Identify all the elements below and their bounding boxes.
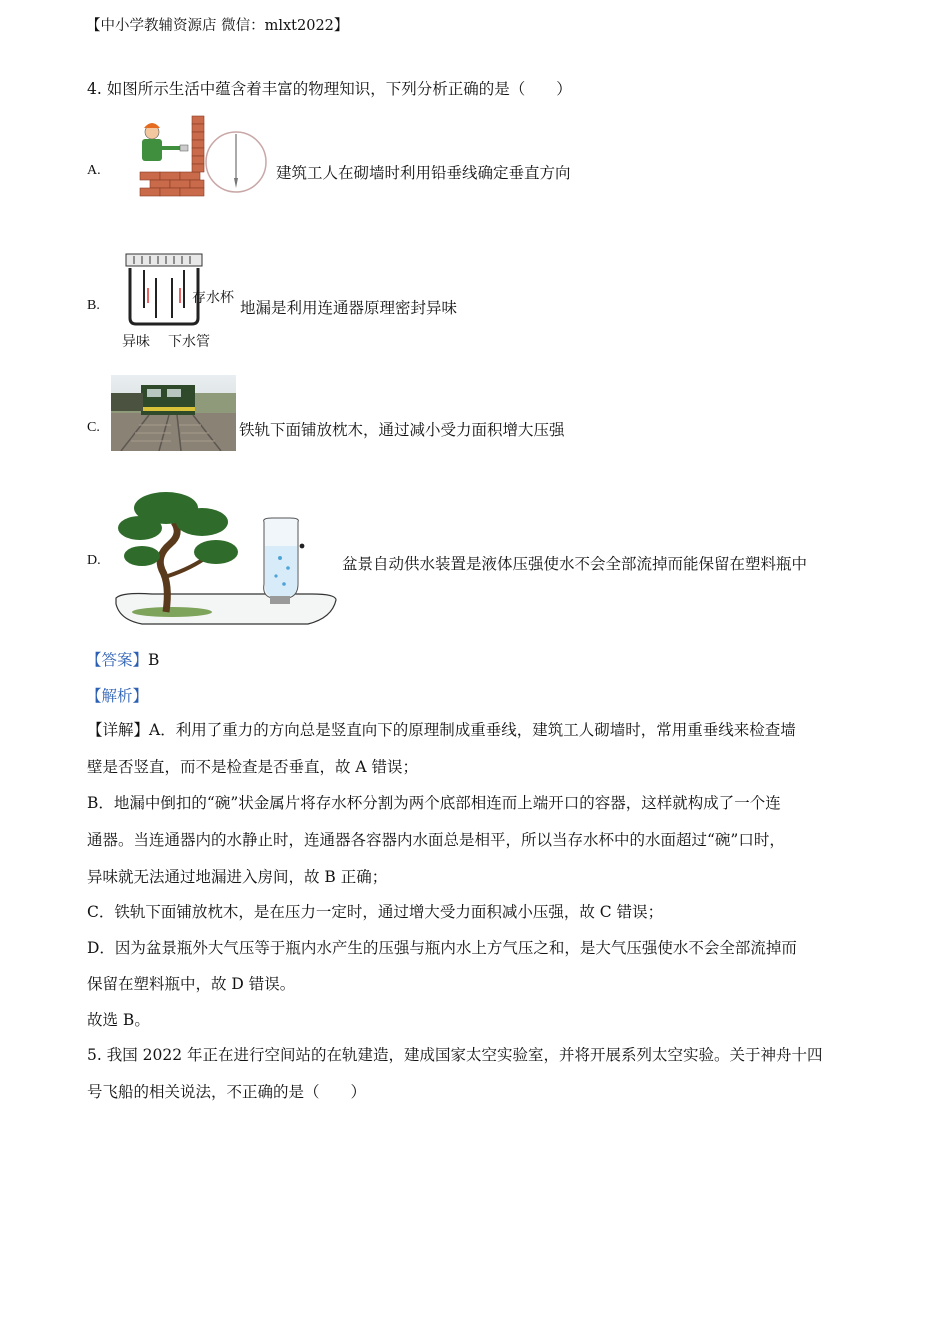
drain-pipe-label: 下水管: [168, 334, 210, 350]
question-5-stem-line: 号飞船的相关说法，不正确的是（ ）: [87, 1083, 367, 1101]
detail-line: 通器。当连通器内的水静止时，连通器各容器内水面总是相平，所以当存水杯中的水面超过“碗”口时，: [87, 831, 785, 849]
answer-tag: 【答案】: [86, 651, 149, 669]
detail-line: 故选 B。: [87, 1011, 150, 1029]
option-a-label: A.: [87, 163, 101, 178]
option-b-label: B.: [87, 298, 100, 313]
answer-line: [86, 648, 159, 670]
detail-line: 【详解】A．利用了重力的方向总是竖直向下的原理制成重垂线，建筑工人砌墙时，常用重垂线来检查墙: [87, 721, 796, 739]
option-d-label: D.: [87, 553, 101, 568]
detail-line: 异味就无法通过地漏进入房间，故 B 正确；: [87, 868, 388, 886]
bricklayer-plumb-line-image: [130, 112, 270, 200]
bonsai-water-supply-image: [112, 484, 340, 630]
answer-value: B: [148, 651, 160, 669]
floor-drain-diagram: [118, 248, 240, 356]
question-5-stem-line: 5. 我国 2022 年正在进行空间站的在轨建造，建成国家太空实验室，并将开展系列太空实验。关于神舟十四: [87, 1046, 823, 1064]
cup-label: 存水杯: [192, 290, 234, 306]
option-d-text: 盆景自动供水装置是液体压强使水不会全部流掉而能保留在塑料瓶中: [342, 555, 808, 573]
option-a-text: 建筑工人在砌墙时利用铅垂线确定垂直方向: [276, 164, 571, 182]
detail-line: 保留在塑料瓶中，故 D 错误。: [87, 975, 296, 993]
detail-line: 壁是否竖直，而不是检查是否垂直，故 A 错误；: [87, 758, 419, 776]
analysis-tag: 【解析】: [86, 687, 149, 705]
option-c-text: 铁轨下面铺放枕木，通过减小受力面积增大压强: [239, 421, 565, 439]
page-header: 【中小学教辅资源店 微信：mlxt2022】: [86, 18, 349, 34]
detail-line: C．铁轨下面铺放枕木，是在压力一定时，通过增大受力面积减小压强，故 C 错误；: [87, 903, 664, 921]
odor-label: 异味: [122, 334, 150, 350]
option-b-text: 地漏是利用连通器原理密封异味: [240, 299, 458, 317]
option-c-label: C.: [87, 420, 100, 435]
railway-train-photo: [111, 375, 236, 451]
detail-line: B．地漏中倒扣的“碗”状金属片将存水杯分割为两个底部相连而上端开口的容器，这样就构成了一个连: [87, 794, 781, 812]
question-4-stem: 4. 如图所示生活中蕴含着丰富的物理知识，下列分析正确的是（ ）: [87, 80, 572, 98]
detail-line: D．因为盆景瓶外大气压等于瓶内水产生的压强与瓶内水上方气压之和，是大气压强使水不会全部流掉而: [87, 939, 797, 957]
